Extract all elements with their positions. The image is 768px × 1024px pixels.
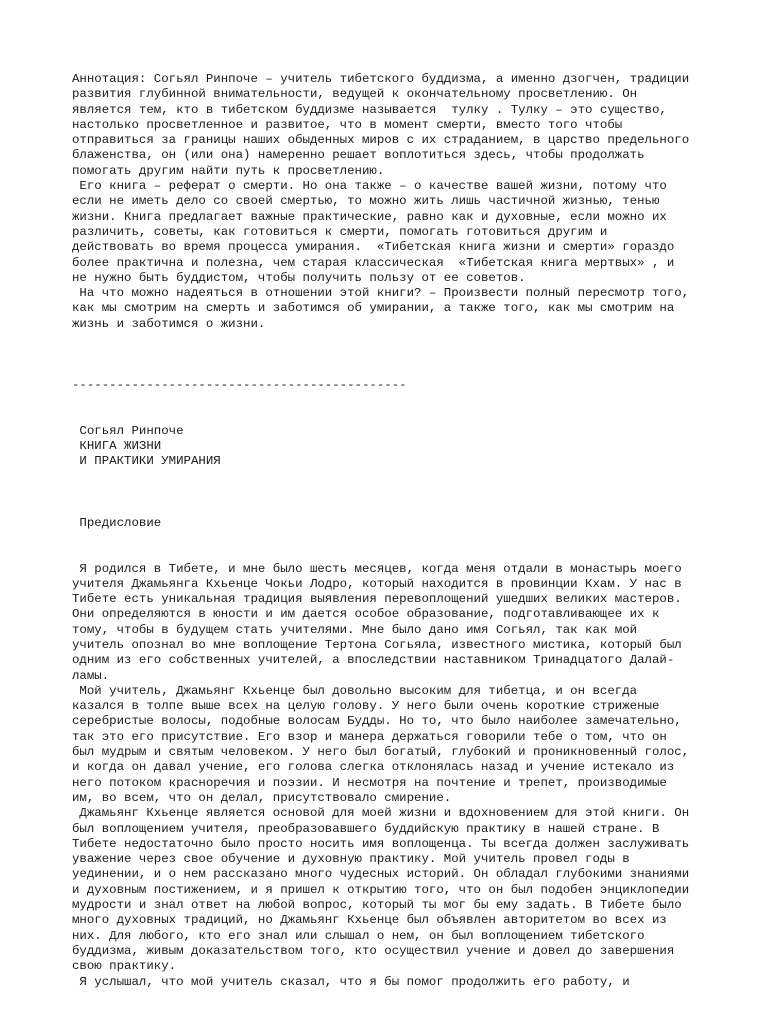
preface-line: много духовных традиций, но Джамьянг Кхьенце был объявлен авторитетом во всех из	[72, 913, 667, 928]
annotation-line: является тем, кто в тибетском буддизме называется тулку . Тулку – это существо,	[72, 102, 667, 117]
preface-line: Тибете есть уникальная традиция выявления перевоплощений ушедших великих мастеров.	[72, 592, 682, 607]
annotation-line: действовать во время процесса умирания. «Тибетская книга жизни и смерти» гораздо	[72, 240, 675, 255]
preface-line: казался в толпе выше всех на целую голову. У него были очень короткие стриженые	[72, 699, 660, 714]
annotation-line: помогать другим найти путь к просветлению.	[72, 163, 385, 178]
preface-line: и духовным постижением, и я пришел к открытию того, что он был подобен энциклопедии	[72, 882, 690, 897]
annotation-line: развития глубинной внимательности, ведущей к окончательному просветлению. Он	[72, 87, 638, 102]
preface-line: серебристые волосы, подобные волосам Будды. Но то, что было наиболее замечательно,	[72, 714, 682, 729]
preface-line: учитель опознал во мне воплощение Тертона Согьяла, известного мистика, который был	[72, 637, 682, 652]
preface-line: уединении, и о нем рассказано много чудесных историй. Он обладал глубокими знаниями	[72, 867, 690, 882]
preface-line: Мой учитель, Джамьянг Кхьенце был довольно высоким для тибетца, и он всегда	[72, 683, 638, 698]
annotation-line: Его книга – реферат о смерти. Но она также – о качестве вашей жизни, потому что	[72, 179, 667, 194]
preface-line: тому, чтобы в будущем стать учителями. Мне было дано имя Согьял, так как мой	[72, 622, 638, 637]
annotation-line: Аннотация: Согьял Ринпоче – учитель тибетского буддизма, а именно дзогчен, традиции	[72, 72, 690, 86]
preface-line: мудрости и знал ответ на любой вопрос, который ты мог бы ему задать. В Тибете было	[72, 898, 682, 913]
annotation-line: настолько просветленное и развитое, что в момент смерти, вместо того чтобы	[72, 117, 623, 132]
preface-line: Тибете недостаточно было просто носить имя воплощенца. Ты всегда должен заслуживать	[72, 836, 690, 851]
separator-line: ---------------------------------------------	[72, 377, 407, 392]
annotation-block	[72, 72, 712, 332]
book-title-block	[72, 424, 712, 470]
preface-line: них. Для любого, кто его знал или слышал о нем, он был воплощением тибетского	[72, 928, 645, 943]
preface-line: Джамьянг Кхьенце является основой для моей жизни и вдохновением для этой книги. Он	[72, 806, 690, 821]
preface-line: им, во всем, что он делал, присутствовало смирение.	[72, 790, 452, 805]
preface-line: был мудрым и святым человеком. У него был богатый, глубокий и проникновенный голос,	[72, 745, 690, 760]
preface-line: буддизма, живым доказательством того, кто осуществил учение и довел до завершения	[72, 943, 675, 958]
preface-line: Я родился в Тибете, и мне было шесть месяцев, когда меня отдали в монастырь моего	[72, 561, 682, 576]
preface-line: свою практику.	[72, 959, 177, 974]
preface-line: Я услышал, что мой учитель сказал, что я бы помог продолжить его работу, и	[72, 974, 630, 989]
annotation-line: более практична и полезна, чем старая классическая «Тибетская книга мертвых» , и	[72, 255, 675, 270]
preface-line: был воплощением учителя, преобразовавшего буддийскую практику в нашей стране. В	[72, 821, 660, 836]
preface-heading: Предисловие	[72, 515, 162, 530]
book-title-line: И ПРАКТИКИ УМИРАНИЯ	[72, 454, 221, 469]
preface-line: уважение через свое обучение и духовную практику. Мой учитель провел годы в	[72, 852, 630, 867]
preface-line: ламы.	[72, 668, 110, 683]
annotation-line: жизни. Книга предлагает важные практические, равно как и духовные, если можно их	[72, 209, 667, 224]
annotation-line: различить, советы, как готовиться к смерти, помогать готовиться другим и	[72, 224, 608, 239]
annotation-line: не нужно быть буддистом, чтобы получить пользу от ее советов.	[72, 270, 526, 285]
book-title-line: Согьял Ринпоче	[72, 423, 184, 438]
preface-line: Они определяются в юности и им дается особое образование, подготавливающее их к	[72, 607, 660, 622]
preface-line: и когда он давал учение, его голова слегка отклонялась назад и учение истекало из	[72, 760, 675, 775]
document-page	[72, 72, 712, 990]
preface-line: него потоком красноречия и поэзии. И несмотря на почтение и трепет, производимые	[72, 775, 667, 790]
book-title-line: КНИГА ЖИЗНИ	[72, 439, 162, 454]
preface-body	[72, 562, 712, 990]
annotation-line: На что можно надеяться в отношении этой книги? – Произвести полный пересмотр того,	[72, 286, 690, 301]
annotation-line: жизнь и заботимся о жизни.	[72, 316, 266, 331]
annotation-line: если не иметь дело со своей смертью, то можно жить лишь частичной жизнью, тенью	[72, 194, 660, 209]
annotation-line: как мы смотрим на смерть и заботимся об умирании, а также того, как мы смотрим на	[72, 301, 675, 316]
preface-line: одним из его собственных учителей, а впоследствии наставником Тринадцатого Далай-	[72, 653, 675, 668]
annotation-line: отправиться за границы наших обыденных миров с их страданием, в царство предельного	[72, 133, 690, 148]
annotation-line: блаженства, он (или она) намеренно решает воплотиться здесь, чтобы продолжать	[72, 148, 645, 163]
preface-line: так это его присутствие. Его взор и манера держаться говорили тебе о том, что он	[72, 729, 667, 744]
preface-line: учителя Джамьянга Кхьенце Чокьи Лодро, который находится в провинции Кхам. У нас в	[72, 576, 682, 591]
